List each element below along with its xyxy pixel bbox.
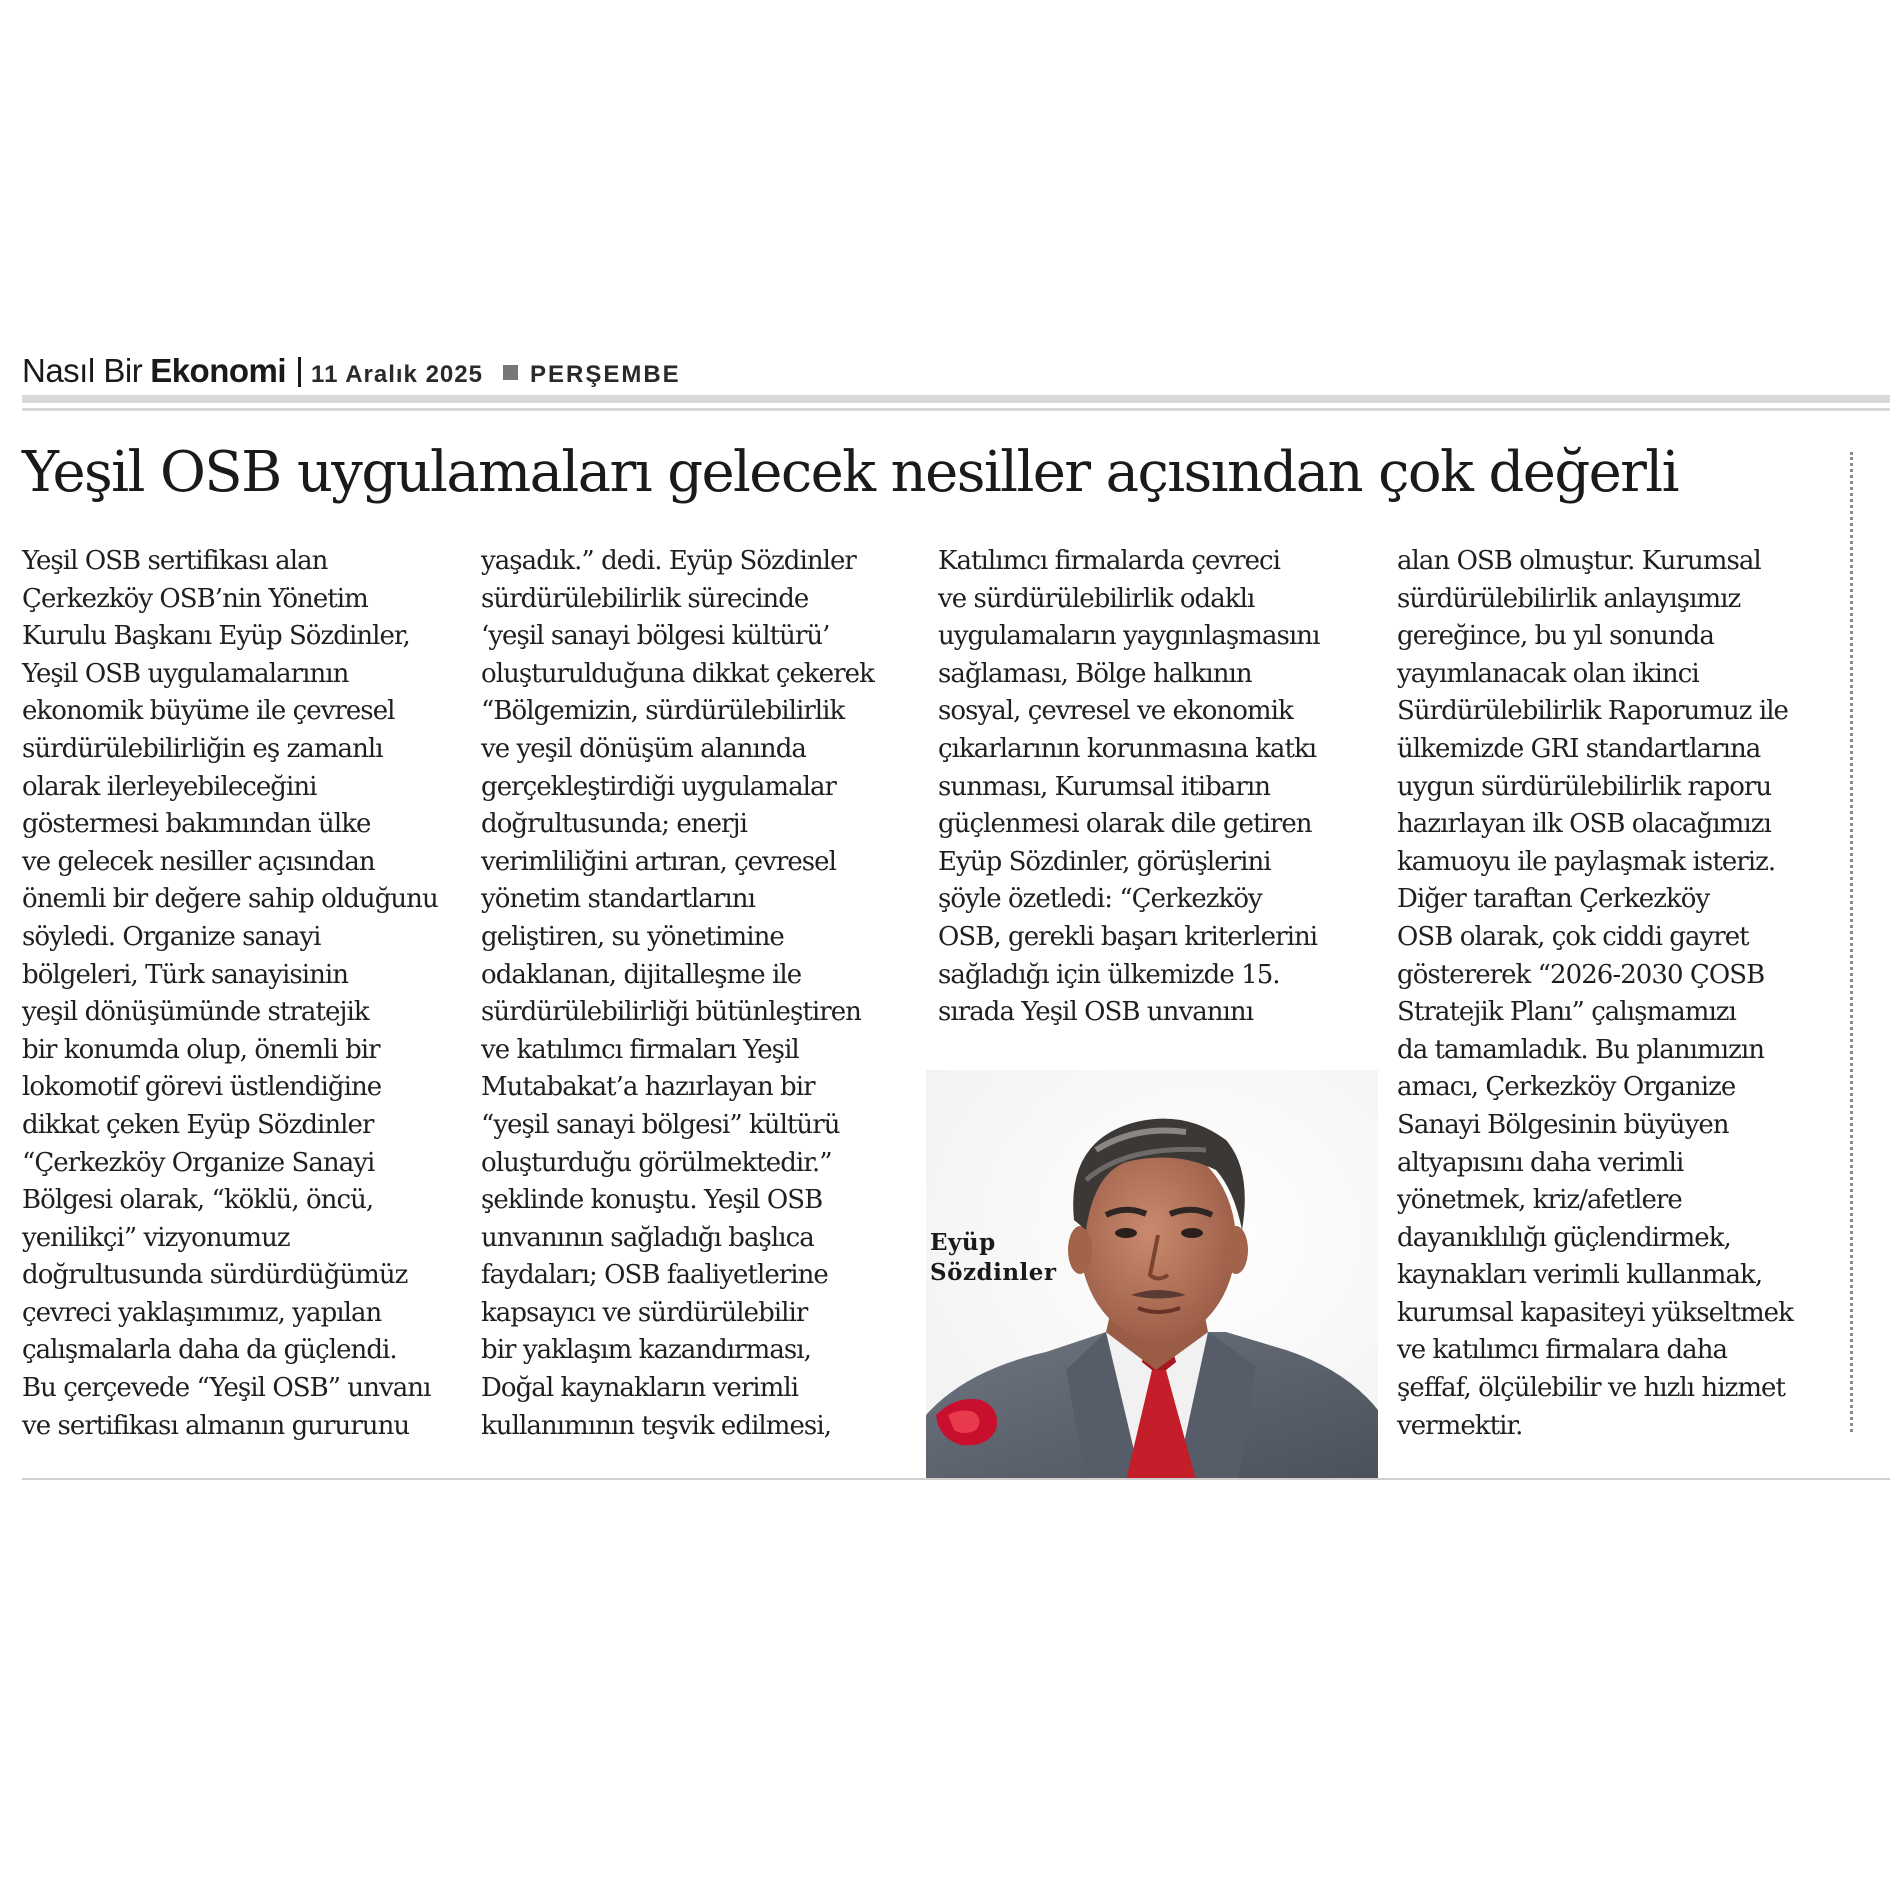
article-line: oluşturduğu görülmektedir.” bbox=[481, 1147, 832, 1178]
article-line: ve sertifikası almanın gururunu bbox=[22, 1410, 410, 1441]
article-line: alan OSB olmuştur. Kurumsal bbox=[1397, 546, 1761, 576]
square-bullet-icon bbox=[503, 365, 518, 380]
issue-weekday: PERŞEMBE bbox=[529, 361, 681, 388]
article-line: ekonomik büyüme ile çevresel bbox=[22, 696, 395, 727]
article-line: şeffaf, ölçülebilir ve hızlı hizmet bbox=[1397, 1373, 1785, 1404]
article-line: göstermesi bakımından ülke bbox=[22, 809, 371, 840]
article-line: yönetim standartlarını bbox=[481, 884, 755, 915]
article-line: bölgeleri, Türk sanayisinin bbox=[22, 959, 349, 990]
article-line: yenilikçi” vizyonumuz bbox=[22, 1222, 290, 1253]
article-line: Çerkezköy OSB’nin Yönetim bbox=[22, 583, 368, 614]
article-column-4 bbox=[1397, 543, 1837, 1445]
article-line: Bu çerçevede “Yeşil OSB” unvanı bbox=[22, 1373, 431, 1404]
article-line: sürdürülebilirliğin eş zamanlı bbox=[22, 733, 383, 764]
article-line: dikkat çeken Eyüp Sözdinler bbox=[22, 1109, 374, 1140]
header-rule bbox=[22, 395, 1890, 403]
article-line: yaşadık.” dedi. Eyüp Sözdinler bbox=[481, 546, 856, 576]
issue-date: 11 Aralık 2025 bbox=[311, 361, 483, 388]
article-line: ve katılımcı firmalara daha bbox=[1397, 1335, 1728, 1366]
article-line: yeşil dönüşümünde stratejik bbox=[22, 997, 369, 1028]
article-line: odaklanan, dijitalleşme ile bbox=[481, 959, 802, 990]
article-line: oluşturulduğuna dikkat çekerek bbox=[481, 658, 874, 689]
article-line: uygulamaların yaygınlaşmasını bbox=[938, 621, 1320, 652]
article-line: kullanımının teşvik edilmesi, bbox=[481, 1410, 832, 1441]
article-line: vermektir. bbox=[1397, 1410, 1523, 1441]
article-line: sunması, Kurumsal itibarın bbox=[938, 771, 1271, 802]
article-line: geliştiren, su yönetimine bbox=[481, 921, 784, 952]
article-line: kapsayıcı ve sürdürülebilir bbox=[481, 1297, 808, 1328]
article-line: altyapısını daha verimli bbox=[1397, 1147, 1684, 1178]
article-line: kurumsal kapasiteyi yükseltmek bbox=[1397, 1297, 1793, 1328]
article-line: Sürdürülebilirlik Raporumuz ile bbox=[1397, 696, 1788, 727]
article-line: Diğer taraftan Çerkezköy bbox=[1397, 884, 1710, 915]
article-line: bir yaklaşım kazandırması, bbox=[481, 1335, 811, 1366]
article-line: lokomotif görevi üstlendiğine bbox=[22, 1072, 382, 1103]
article-column-3 bbox=[938, 543, 1378, 1032]
article-line: sürdürülebilirliği bütünleştiren bbox=[481, 997, 861, 1028]
photo-caption bbox=[930, 1228, 1057, 1288]
footer-rule bbox=[22, 1478, 1890, 1480]
article-line: gereğince, bu yıl sonunda bbox=[1397, 621, 1714, 652]
article-line: kamuoyu ile paylaşmak isteriz. bbox=[1397, 846, 1776, 877]
caption-first-name: Eyüp bbox=[930, 1229, 996, 1256]
article-line: amacı, Çerkezköy Organize bbox=[1397, 1072, 1736, 1103]
article-line: Eyüp Sözdinler, görüşlerini bbox=[938, 846, 1271, 877]
article-column-2 bbox=[481, 543, 911, 1445]
header-rule-thin bbox=[22, 408, 1890, 411]
article-line: bir konumda olup, önemli bir bbox=[22, 1034, 380, 1065]
article-line: göstererek “2026-2030 ÇOSB bbox=[1397, 959, 1765, 990]
article-line: dayanıklılığı güçlendirmek, bbox=[1397, 1222, 1731, 1253]
article-line: Bölgesi olarak, “köklü, öncü, bbox=[22, 1185, 374, 1216]
article-line: ve gelecek nesiller açısından bbox=[22, 846, 375, 877]
article-line: Yeşil OSB sertifikası alan bbox=[22, 546, 328, 576]
article-line: önemli bir değere sahip olduğunu bbox=[22, 884, 438, 915]
article-line: OSB, gerekli başarı kriterlerini bbox=[938, 921, 1318, 952]
masthead-divider bbox=[298, 357, 301, 387]
article-line: Katılımcı firmalarda çevreci bbox=[938, 546, 1281, 576]
dotted-column-divider bbox=[1850, 452, 1853, 1432]
article-line: güçlenmesi olarak dile getiren bbox=[938, 809, 1312, 840]
article-headline: Yeşil OSB uygulamaları gelecek nesiller açısından çok değerli bbox=[22, 440, 1678, 505]
article-line: çevreci yaklaşımımız, yapılan bbox=[22, 1297, 382, 1328]
article-line: yönetmek, kriz/afetlere bbox=[1397, 1185, 1682, 1216]
article-line: verimliliğini artıran, çevresel bbox=[481, 846, 836, 877]
article-column-1 bbox=[22, 543, 452, 1445]
article-line: şöyle özetledi: “Çerkezköy bbox=[938, 884, 1262, 915]
article-line: OSB olarak, çok ciddi gayret bbox=[1397, 921, 1749, 952]
article-line: ve yeşil dönüşüm alanında bbox=[481, 733, 806, 764]
article-line: yayımlanacak olan ikinci bbox=[1397, 658, 1699, 689]
article-line: sağlaması, Bölge halkının bbox=[938, 658, 1252, 689]
article-line: unvanının sağladığı başlıca bbox=[481, 1222, 814, 1253]
article-line: sürdürülebilirlik sürecinde bbox=[481, 583, 809, 614]
article-line: şeklinde konuştu. Yeşil OSB bbox=[481, 1185, 823, 1216]
masthead bbox=[22, 352, 681, 392]
article-line: doğrultusunda sürdürdüğümüz bbox=[22, 1260, 408, 1291]
article-line: “Bölgemizin, sürdürülebilirlik bbox=[481, 696, 845, 727]
article-line: ve katılımcı firmaları Yeşil bbox=[481, 1034, 799, 1065]
article-line: “Çerkezköy Organize Sanayi bbox=[22, 1147, 375, 1178]
article-line: çalışmalarla daha da güçlendi. bbox=[22, 1335, 397, 1366]
article-line: ülkemizde GRI standartlarına bbox=[1397, 733, 1761, 764]
article-line: sürdürülebilirlik anlayışımız bbox=[1397, 583, 1741, 614]
article-line: da tamamladık. Bu planımızın bbox=[1397, 1034, 1764, 1065]
article-line: ‘yeşil sanayi bölgesi kültürü’ bbox=[481, 621, 830, 652]
article-line: Yeşil OSB uygulamalarının bbox=[22, 658, 349, 689]
article-line: uygun sürdürülebilirlik raporu bbox=[1397, 771, 1772, 802]
caption-last-name: Sözdinler bbox=[930, 1259, 1057, 1286]
article-line: sosyal, çevresel ve ekonomik bbox=[938, 696, 1293, 727]
article-line: Stratejik Planı” çalışmamızı bbox=[1397, 997, 1736, 1028]
article-line: Mutabakat’a hazırlayan bir bbox=[481, 1072, 815, 1103]
article-line: Sanayi Bölgesinin büyüyen bbox=[1397, 1109, 1729, 1140]
article-line: doğrultusunda; enerji bbox=[481, 809, 747, 840]
article-line: sağladığı için ülkemizde 15. bbox=[938, 959, 1280, 990]
article-line: söyledi. Organize sanayi bbox=[22, 921, 321, 952]
article-line: olarak ilerleyebileceğini bbox=[22, 771, 317, 802]
section-name-bold: Ekonomi bbox=[150, 352, 287, 389]
article-line: ve sürdürülebilirlik odaklı bbox=[938, 583, 1255, 614]
article-line: Kurulu Başkanı Eyüp Sözdinler, bbox=[22, 621, 410, 652]
article-line: gerçekleştirdiği uygulamalar bbox=[481, 771, 837, 802]
article-line: faydaları; OSB faaliyetlerine bbox=[481, 1260, 828, 1291]
article-line: hazırlayan ilk OSB olacağımızı bbox=[1397, 809, 1771, 840]
article-line: kaynakları verimli kullanmak, bbox=[1397, 1260, 1763, 1291]
article-line: çıkarlarının korunmasına katkı bbox=[938, 733, 1317, 764]
article-line: “yeşil sanayi bölgesi” kültürü bbox=[481, 1109, 840, 1140]
section-name-light: Nasıl Bir bbox=[22, 352, 143, 389]
article-line: sırada Yeşil OSB unvanını bbox=[938, 997, 1254, 1028]
article-line: Doğal kaynakların verimli bbox=[481, 1373, 799, 1404]
